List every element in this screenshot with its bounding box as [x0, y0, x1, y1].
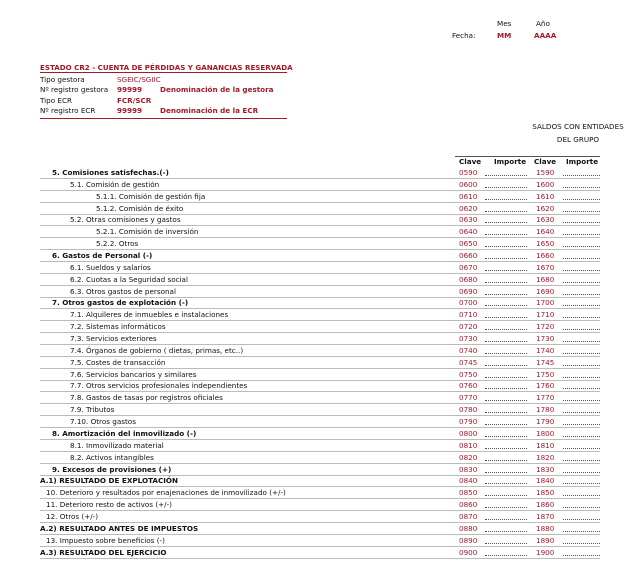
info-label: Nº registro gestora	[40, 85, 109, 94]
clave-group-cell: 1630	[536, 215, 555, 224]
importe-group-input[interactable]	[563, 329, 600, 330]
row-label: 6.1. Sueldos y salarios	[70, 263, 151, 272]
month-value[interactable]: MM	[497, 31, 512, 40]
row-label: 8.1. Inmovilizado material	[70, 441, 164, 450]
row-divider	[40, 202, 600, 203]
row-divider	[40, 237, 600, 238]
importe-input[interactable]	[485, 531, 527, 532]
clave-group-cell: 1770	[536, 393, 555, 402]
row-divider	[40, 320, 600, 321]
clave-group-cell: 1740	[536, 346, 555, 355]
info-denomination[interactable]: Denominación de la gestora	[160, 85, 274, 94]
row-label: 7.4. Órganos de gobierno ( dietas, primas, etc..)	[70, 346, 244, 355]
clave-cell: 0740	[459, 346, 478, 355]
row-label: 6.2. Cuotas a la Seguridad social	[70, 275, 188, 284]
importe-group-header: Importe	[566, 157, 599, 166]
clave-cell: 0800	[459, 429, 478, 438]
importe-group-input[interactable]	[563, 199, 600, 200]
importe-input[interactable]	[485, 329, 527, 330]
row-divider	[40, 190, 600, 191]
clave-group-cell: 1810	[536, 441, 555, 450]
importe-input[interactable]	[485, 365, 527, 366]
importe-input[interactable]	[485, 282, 527, 283]
clave-cell: 0860	[459, 500, 478, 509]
row-label: 13. Impuesto sobre beneficios (-)	[46, 536, 165, 545]
clave-group-cell: 1870	[536, 512, 555, 521]
clave-cell: 0750	[459, 370, 478, 379]
date-label: Fecha:	[452, 31, 476, 40]
row-label: 7.3. Servicios exteriores	[70, 334, 157, 343]
clave-group-cell: 1820	[536, 453, 555, 462]
row-divider	[40, 558, 600, 559]
year-value[interactable]: AAAA	[534, 31, 557, 40]
row-label: 5.2.1. Comisión de inversión	[96, 227, 199, 236]
importe-input[interactable]	[485, 388, 527, 389]
report-title: ESTADO CR2 - CUENTA DE PÉRDIDAS Y GANANCIAS RESERVADA	[40, 63, 293, 72]
clave-group-cell: 1900	[536, 548, 555, 557]
clave-header: Clave	[459, 157, 482, 166]
importe-input[interactable]	[485, 543, 527, 544]
row-label: 8. Amortización del inmovilizado (-)	[52, 429, 197, 438]
row-label: A.3) RESULTADO DEL EJERCICIO	[40, 548, 167, 557]
clave-cell: 0810	[459, 441, 478, 450]
info-label: Nº registro ECR	[40, 106, 96, 115]
importe-input[interactable]	[485, 412, 527, 413]
importe-input[interactable]	[485, 555, 527, 556]
info-divider	[40, 118, 287, 119]
info-value[interactable]: SGEIC/SGIIC	[117, 75, 161, 84]
clave-cell: 0660	[459, 251, 478, 260]
clave-cell: 0610	[459, 192, 478, 201]
row-label: A.2) RESULTADO ANTES DE IMPUESTOS	[40, 524, 199, 533]
importe-group-input[interactable]	[563, 388, 600, 389]
importe-group-input[interactable]	[563, 424, 600, 425]
clave-cell: 0820	[459, 453, 478, 462]
row-divider	[40, 332, 600, 333]
row-label: 7.7. Otros servicios profesionales independientes	[70, 381, 248, 390]
clave-group-cell: 1610	[536, 192, 555, 201]
clave-group-cell: 1590	[536, 168, 555, 177]
importe-header: Importe	[494, 157, 527, 166]
row-label: 7.1. Alquileres de inmuebles e instalaciones	[70, 310, 229, 319]
clave-cell: 0640	[459, 227, 478, 236]
clave-cell: 0890	[459, 536, 478, 545]
row-label: 7.2. Sistemas informáticos	[70, 322, 166, 331]
clave-group-cell: 1790	[536, 417, 555, 426]
clave-cell: 0590	[459, 168, 478, 177]
clave-cell: 0840	[459, 476, 478, 485]
row-divider	[40, 308, 600, 309]
clave-group-cell: 1650	[536, 239, 555, 248]
clave-group-cell: 1690	[536, 287, 555, 296]
importe-group-input[interactable]	[563, 234, 600, 235]
row-label: 9. Excesos de provisiones (+)	[52, 465, 172, 474]
importe-group-input[interactable]	[563, 270, 600, 271]
importe-group-input[interactable]	[563, 175, 600, 176]
importe-input[interactable]	[485, 436, 527, 437]
info-value[interactable]: 99999	[117, 106, 143, 115]
row-divider	[40, 522, 600, 523]
row-divider	[40, 415, 600, 416]
importe-group-input[interactable]	[563, 341, 600, 342]
row-divider	[40, 534, 600, 535]
row-divider	[40, 427, 600, 428]
row-label: 8.2. Activos intangibles	[70, 453, 154, 462]
clave-cell: 0700	[459, 298, 478, 307]
importe-group-input[interactable]	[563, 472, 600, 473]
clave-group-cell: 1750	[536, 370, 555, 379]
info-label: Tipo ECR	[40, 96, 72, 105]
importe-group-input[interactable]	[563, 353, 600, 354]
row-divider	[40, 368, 600, 369]
clave-cell: 0670	[459, 263, 478, 272]
month-label: Mes	[497, 19, 512, 28]
clave-cell: 0880	[459, 524, 478, 533]
clave-group-cell: 1860	[536, 500, 555, 509]
importe-group-input[interactable]	[563, 246, 600, 247]
importe-input[interactable]	[485, 222, 527, 223]
row-divider	[40, 439, 600, 440]
row-label: 12. Otros (+/-)	[46, 512, 99, 521]
clave-group-cell: 1680	[536, 275, 555, 284]
importe-group-input[interactable]	[563, 365, 600, 366]
row-label: 5.1.1. Comisión de gestión fija	[96, 192, 206, 201]
importe-group-input[interactable]	[563, 294, 600, 295]
clave-cell: 0850	[459, 488, 478, 497]
row-label: 7.10. Otros gastos	[70, 417, 136, 426]
row-divider	[40, 249, 600, 250]
clave-group-cell: 1780	[536, 405, 555, 414]
importe-group-input[interactable]	[563, 448, 600, 449]
importe-group-input[interactable]	[563, 305, 600, 306]
clave-group-cell: 1720	[536, 322, 555, 331]
importe-input[interactable]	[485, 234, 527, 235]
clave-cell: 0830	[459, 465, 478, 474]
clave-cell: 0720	[459, 322, 478, 331]
clave-cell: 0630	[459, 215, 478, 224]
clave-group-cell: 1670	[536, 263, 555, 272]
clave-cell: 0790	[459, 417, 478, 426]
importe-group-input[interactable]	[563, 187, 600, 188]
clave-group-cell: 1840	[536, 476, 555, 485]
clave-group-cell: 1890	[536, 536, 555, 545]
importe-group-input[interactable]	[563, 377, 600, 378]
row-label: 11. Deterioro resto de activos (+/-)	[46, 500, 172, 509]
clave-group-cell: 1880	[536, 524, 555, 533]
row-divider	[40, 273, 600, 274]
importe-group-input[interactable]	[563, 222, 600, 223]
importe-input[interactable]	[485, 317, 527, 318]
importe-input[interactable]	[485, 341, 527, 342]
clave-cell: 0780	[459, 405, 478, 414]
row-divider	[40, 498, 600, 499]
importe-input[interactable]	[485, 495, 527, 496]
row-divider	[40, 451, 600, 452]
importe-input[interactable]	[485, 519, 527, 520]
importe-group-input[interactable]	[563, 282, 600, 283]
importe-input[interactable]	[485, 353, 527, 354]
row-label: 7. Otros gastos de explotación (-)	[52, 298, 189, 307]
clave-group-cell: 1600	[536, 180, 555, 189]
clave-cell: 0770	[459, 393, 478, 402]
row-label: 7.5. Costes de transacción	[70, 358, 166, 367]
clave-group-cell: 1660	[536, 251, 555, 260]
row-divider	[40, 285, 600, 286]
row-divider	[40, 225, 600, 226]
importe-group-input[interactable]	[563, 507, 600, 508]
clave-group-cell: 1730	[536, 334, 555, 343]
importe-group-input[interactable]	[563, 258, 600, 259]
importe-input[interactable]	[485, 175, 527, 176]
importe-input[interactable]	[485, 400, 527, 401]
importe-group-input[interactable]	[563, 211, 600, 212]
saldos-group-header: SALDOS CON ENTIDADES DEL GRUPO	[532, 122, 624, 144]
importe-group-input[interactable]	[563, 531, 600, 532]
clave-cell: 0870	[459, 512, 478, 521]
clave-cell: 0760	[459, 381, 478, 390]
importe-input[interactable]	[485, 460, 527, 461]
importe-input[interactable]	[485, 187, 527, 188]
clave-cell: 0680	[459, 275, 478, 284]
clave-group-cell: 1830	[536, 465, 555, 474]
title-divider	[40, 72, 287, 73]
clave-cell: 0710	[459, 310, 478, 319]
clave-group-cell: 1850	[536, 488, 555, 497]
importe-input[interactable]	[485, 472, 527, 473]
clave-group-header: Clave	[534, 157, 557, 166]
row-label: 6. Gastos de Personal (-)	[52, 251, 153, 260]
clave-cell: 0730	[459, 334, 478, 343]
clave-cell: 0650	[459, 239, 478, 248]
info-denomination[interactable]: Denominación de la ECR	[160, 106, 259, 115]
row-divider	[40, 391, 600, 392]
importe-group-input[interactable]	[563, 436, 600, 437]
importe-input[interactable]	[485, 448, 527, 449]
importe-group-input[interactable]	[563, 317, 600, 318]
clave-group-cell: 1710	[536, 310, 555, 319]
row-divider	[40, 403, 600, 404]
clave-group-cell: 1745	[536, 358, 555, 367]
importe-input[interactable]	[485, 483, 527, 484]
row-divider	[40, 356, 600, 357]
importe-input[interactable]	[485, 294, 527, 295]
row-divider	[40, 510, 600, 511]
row-label: 10. Deterioro y resultados por enajenaciones de inmovilizado (+/-)	[46, 488, 286, 497]
info-label: Tipo gestora	[40, 75, 85, 84]
clave-group-cell: 1760	[536, 381, 555, 390]
importe-input[interactable]	[485, 199, 527, 200]
importe-group-input[interactable]	[563, 555, 600, 556]
clave-cell: 0620	[459, 204, 478, 213]
clave-cell: 0745	[459, 358, 478, 367]
importe-group-input[interactable]	[563, 460, 600, 461]
importe-group-input[interactable]	[563, 412, 600, 413]
info-value[interactable]: FCR/SCR	[117, 96, 152, 105]
row-label: A.1) RESULTADO DE EXPLOTACIÓN	[40, 476, 179, 485]
clave-group-cell: 1640	[536, 227, 555, 236]
importe-group-input[interactable]	[563, 495, 600, 496]
row-label: 5.1.2. Comisión de éxito	[96, 204, 184, 213]
importe-group-input[interactable]	[563, 519, 600, 520]
importe-input[interactable]	[485, 507, 527, 508]
clave-group-cell: 1700	[536, 298, 555, 307]
importe-group-input[interactable]	[563, 400, 600, 401]
importe-input[interactable]	[485, 305, 527, 306]
importe-input[interactable]	[485, 424, 527, 425]
row-divider	[40, 178, 600, 179]
row-label: 5.2. Otras comisiones y gastos	[70, 215, 181, 224]
row-label: 5. Comisiones satisfechas.(-)	[52, 168, 169, 177]
row-divider	[40, 261, 600, 262]
row-label: 7.8. Gastos de tasas por registros oficiales	[70, 393, 223, 402]
clave-cell: 0900	[459, 548, 478, 557]
clave-group-cell: 1800	[536, 429, 555, 438]
clave-cell: 0600	[459, 180, 478, 189]
info-value[interactable]: 99999	[117, 85, 143, 94]
row-label: 7.9. Tributos	[70, 405, 115, 414]
row-divider	[40, 546, 600, 547]
row-label: 5.1. Comisión de gestión	[70, 180, 160, 189]
row-label: 7.6. Servicios bancarios y similares	[70, 370, 197, 379]
importe-input[interactable]	[485, 270, 527, 271]
importe-group-input[interactable]	[563, 543, 600, 544]
importe-input[interactable]	[485, 377, 527, 378]
year-label: Año	[536, 19, 550, 28]
row-divider	[40, 344, 600, 345]
importe-input[interactable]	[485, 211, 527, 212]
row-divider	[40, 463, 600, 464]
importe-group-input[interactable]	[563, 483, 600, 484]
row-label: 5.2.2. Otros	[96, 239, 139, 248]
clave-cell: 0690	[459, 287, 478, 296]
importe-input[interactable]	[485, 246, 527, 247]
importe-input[interactable]	[485, 258, 527, 259]
row-label: 6.3. Otros gastos de personal	[70, 287, 176, 296]
clave-group-cell: 1620	[536, 204, 555, 213]
row-divider	[40, 486, 600, 487]
